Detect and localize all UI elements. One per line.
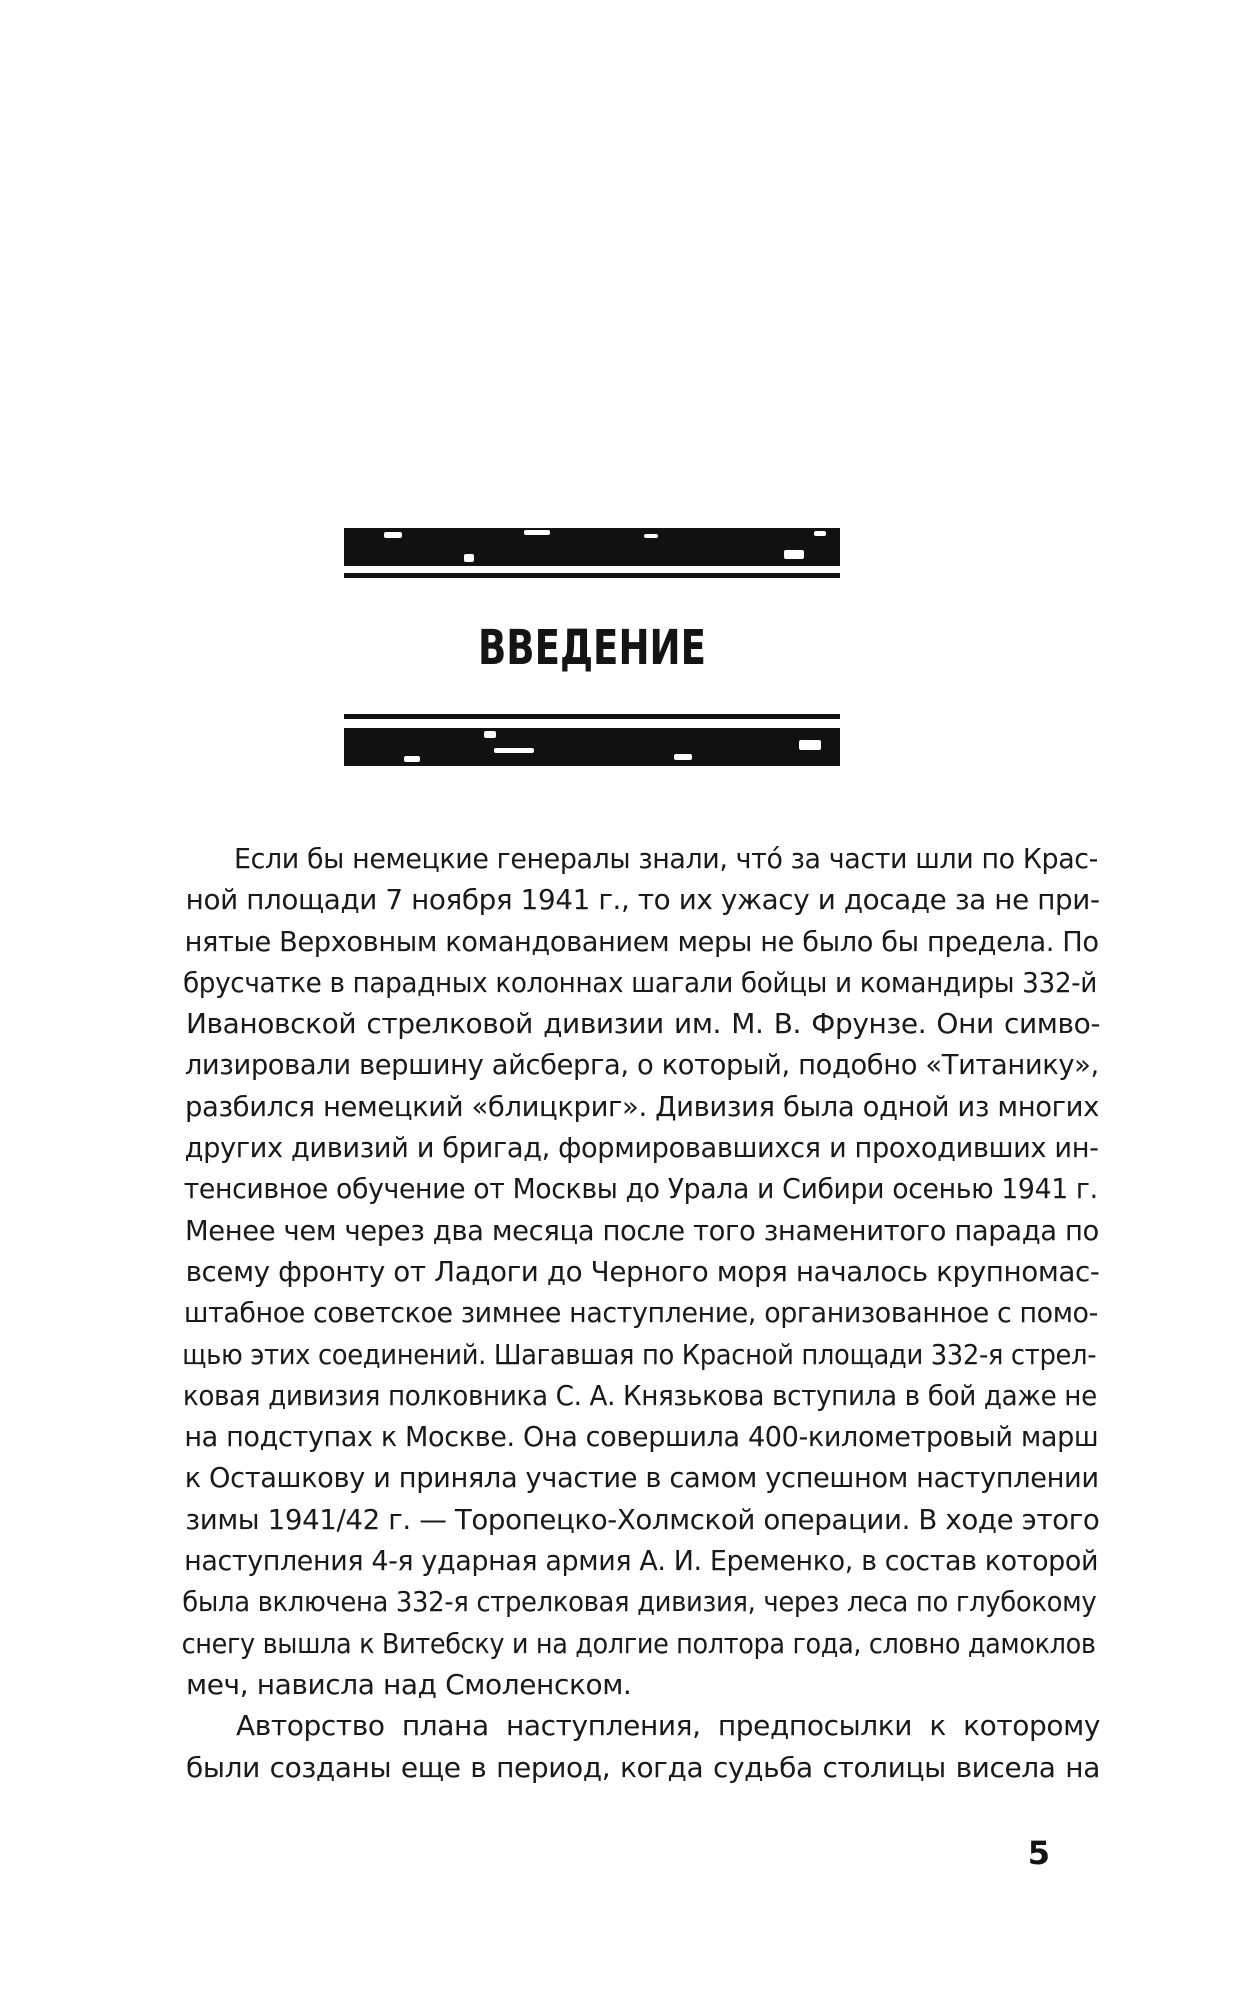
text-line: тенсивное обучение от Москвы до Урала и Сибири осенью 1941 г. <box>183 1172 1098 1206</box>
page-number: 5 <box>1027 1834 1050 1872</box>
text-line: на подступах к Москве. Она совершила 400-километровый марш <box>184 1420 1099 1454</box>
text-line: Авторство плана наступления, предпосылки к которому <box>236 1709 1101 1743</box>
body-text <box>136 838 1101 1788</box>
text-line: меч, нависла над Смоленском. <box>186 1667 632 1701</box>
text-line: ной площади 7 ноября 1941 г., то их ужасу и досаде за не при- <box>185 883 1100 917</box>
text-line: Ивановской стрелковой дивизии им. М. В. Фрунзе. Они симво- <box>186 1007 1101 1041</box>
text-line: наступления 4-я ударная армия А. И. Еременко, в состав которой <box>184 1544 1099 1578</box>
text-line: щью этих соединений. Шагавшая по Красной площади 332-я стрел- <box>182 1337 1097 1371</box>
text-line: к Осташкову и приняла участие в самом успешном наступлении <box>184 1461 1099 1495</box>
paragraph <box>136 838 1101 1705</box>
text-line: были созданы еще в период, когда судьба столицы висела на <box>186 1750 1100 1784</box>
decorative-grunge-bar-bottom <box>344 728 840 766</box>
text-line: Если бы немецкие генералы знали, что́ за части шли по Крас- <box>233 842 1099 875</box>
paragraph <box>136 1705 1101 1788</box>
text-line: снегу вышла к Витебску и на долгие полтора года, словно дамоклов <box>181 1626 1096 1660</box>
text-line: разбился немецкий «блицкриг». Дивизия была одной из многих <box>185 1089 1099 1123</box>
text-line: всему фронту от Ладоги до Черного моря началось крупномас- <box>185 1254 1100 1288</box>
decorative-grunge-bar-top <box>344 528 840 566</box>
divider-line-top <box>344 573 840 578</box>
text-line: нятые Верховным командованием меры не было бы предела. По <box>184 924 1099 958</box>
text-line: ковая дивизия полковника С. А. Князькова вступила в бой даже не <box>182 1378 1097 1412</box>
text-line: других дивизий и бригад, формировавшихся и проходивших ин- <box>184 1131 1099 1165</box>
text-line: была включена 332-я стрелковая дивизия, через леса по глубокому <box>182 1585 1097 1619</box>
text-line: зимы 1941/42 г. — Торопецко-Холмской операции. В ходе этого <box>185 1502 1100 1536</box>
text-line: Менее чем через два месяца после того знаменитого парада по <box>184 1213 1099 1247</box>
text-line: штабное советское зимнее наступление, организованное с помо- <box>183 1296 1098 1330</box>
chapter-header <box>344 528 840 768</box>
chapter-title: ВВЕДЕНИЕ <box>478 620 706 676</box>
text-line: брусчатке в парадных колоннах шагали бойцы и командиры 332-й <box>182 965 1097 999</box>
divider-line-bottom <box>344 714 840 719</box>
text-line: лизировали вершину айсберга, о который, подобно «Титанику», <box>184 1048 1099 1082</box>
